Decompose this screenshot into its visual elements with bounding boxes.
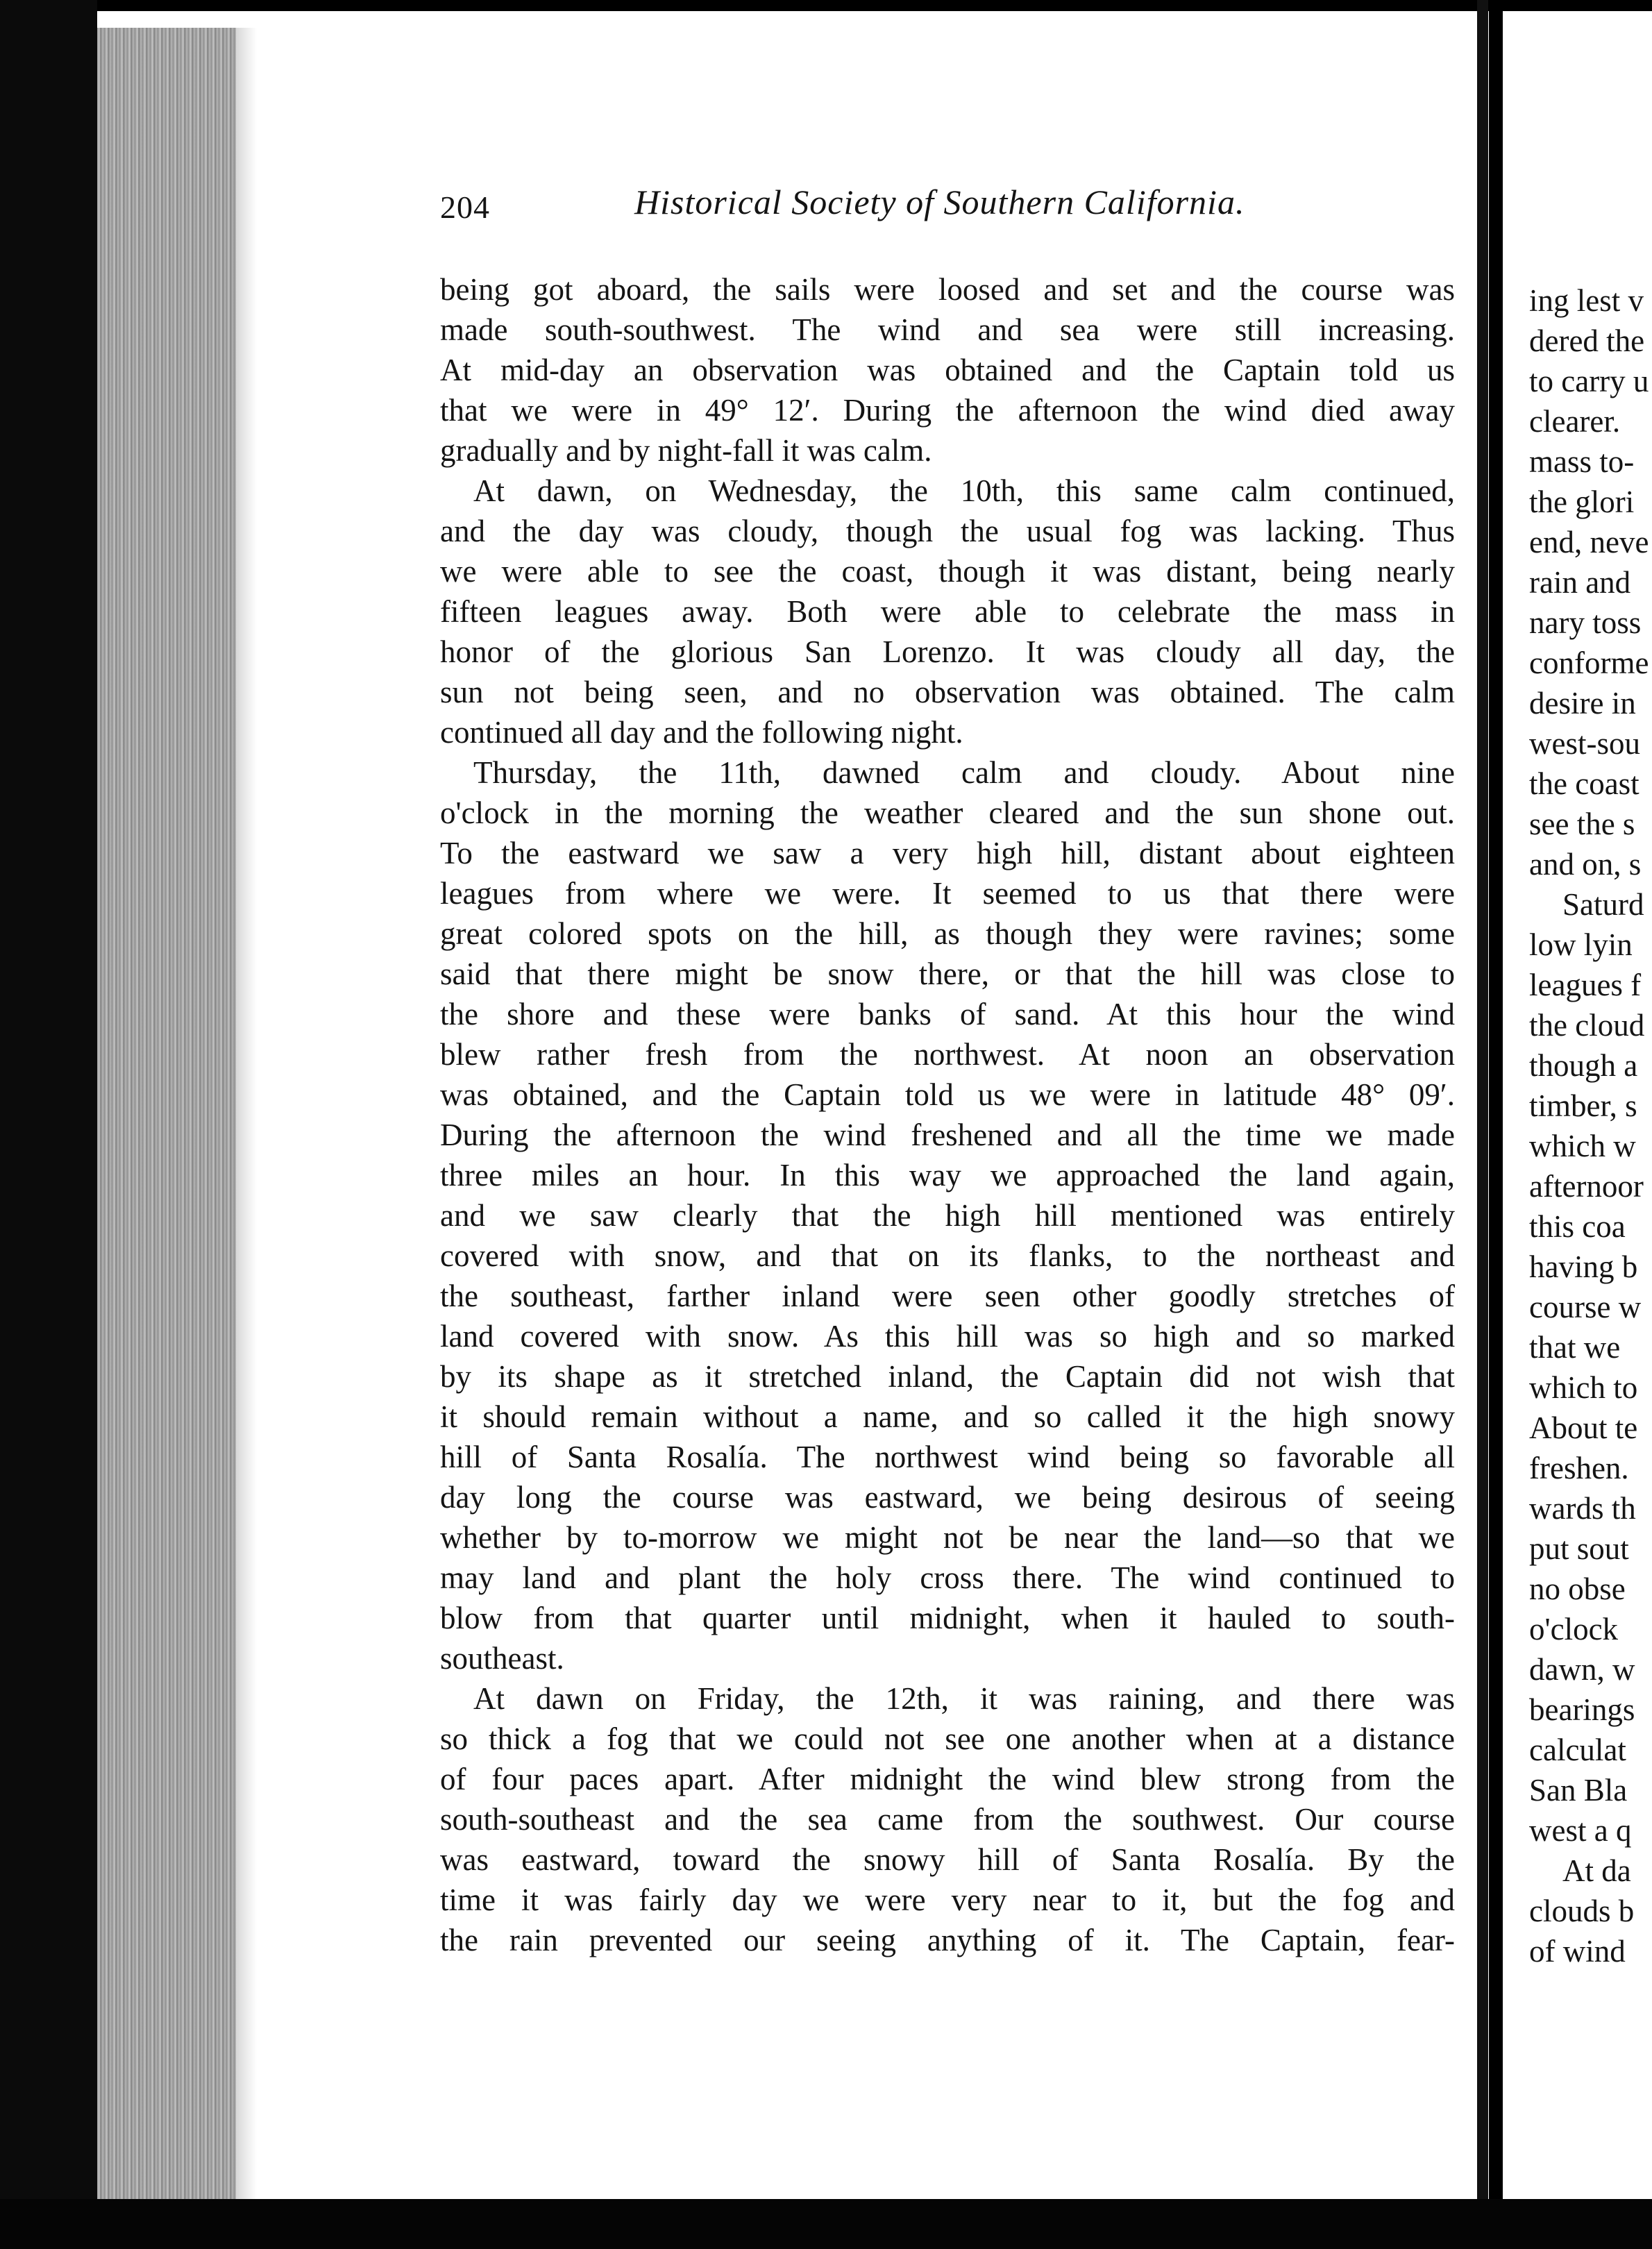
text-line: gradually and by night-fall it was calm. [440,433,932,468]
text-line: time it was fairly day we were very near to it, but the fog and [440,1882,1455,1917]
text-line: said that there might be snow there, or that the hill was close to [440,957,1455,991]
running-header [440,182,1273,230]
facing-line: ing lest v [1529,283,1644,318]
facing-line: and on, s [1529,847,1642,882]
text-line: To the eastward we saw a very high hill, distant about eighteen [440,836,1455,870]
text-line: continued all day and the following night. [440,715,963,750]
facing-line: clouds b [1529,1894,1635,1928]
text-line: by its shape as it stretched inland, the Captain did not wish that [440,1359,1455,1394]
text-line: three miles an hour. In this way we approached the land again, [440,1158,1455,1193]
facing-line: leagues f [1529,968,1642,1002]
text-line: was obtained, and the Captain told us we were in latitude 48° 09′. [440,1077,1455,1112]
book-page-edge [97,28,239,2200]
facing-line: afternoor [1529,1169,1644,1204]
text-line: and the day was cloudy, though the usual fog was lacking. Thus [440,514,1455,548]
facing-line: end, neve [1529,525,1649,559]
facing-line: that we [1529,1330,1621,1365]
text-line: the southeast, farther inland were seen other goodly stretches of [440,1279,1455,1313]
facing-line: west-sou [1529,726,1640,761]
text-line: At dawn, on Wednesday, the 10th, this same calm continued, [473,473,1455,508]
facing-line: though a [1529,1048,1638,1083]
facing-line: San Bla [1529,1773,1628,1808]
text-line: great colored spots on the hill, as though they were ravines; some [440,916,1455,951]
facing-line: conforme [1529,646,1649,680]
text-line: At mid-day an observation was obtained and the Captain told us [440,353,1455,387]
facing-line: this coa [1529,1209,1626,1244]
text-line: that we were in 49° 12′. During the afternoon the wind died away [440,393,1455,428]
scan-border-top [0,0,1652,11]
text-line: day long the course was eastward, we being desirous of seeing [440,1480,1455,1515]
text-line: and we saw clearly that the high hill mentioned was entirely [440,1198,1455,1233]
text-line: south-southeast and the sea came from the southwest. Our course [440,1802,1455,1837]
facing-line: mass to- [1529,444,1635,479]
page-gutter [1477,0,1488,2207]
text-line: covered with snow, and that on its flanks, to the northeast and [440,1238,1455,1273]
right-page [1503,11,1652,2199]
text-line: may land and plant the holy cross there. The wind continued to [440,1560,1455,1595]
facing-line: dawn, w [1529,1652,1635,1687]
text-line: southeast. [440,1641,564,1676]
facing-line: About te [1529,1410,1638,1445]
facing-line: put sout [1529,1531,1629,1566]
facing-line: which w [1529,1129,1636,1163]
text-line: hill of Santa Rosalía. The northwest wind being so favorable all [440,1440,1455,1474]
text-line: so thick a fog that we could not see one another when at a distance [440,1721,1455,1756]
text-line: At dawn on Friday, the 12th, it was raining, and there was [473,1681,1455,1716]
page-edge-shadow [236,28,257,2200]
running-title: Historical Society of Southern California. [634,183,1245,221]
text-line: fifteen leagues away. Both were able to celebrate the mass in [440,594,1455,629]
facing-line: nary toss [1529,605,1642,640]
body-text [440,269,1455,1960]
facing-line: clearer. [1529,404,1621,439]
text-line: of four paces apart. After midnight the wind blew strong from the [440,1762,1455,1796]
text-line: sun not being seen, and no observation was obtained. The calm [440,675,1455,709]
text-line: During the afternoon the wind freshened and all the time we made [440,1118,1455,1152]
facing-line: of wind [1529,1934,1626,1969]
facing-line: dered the [1529,323,1645,358]
facing-line: calculat [1529,1733,1626,1767]
facing-line: desire in [1529,686,1636,721]
scan-border-left [0,0,97,2249]
facing-text [1529,280,1652,1971]
text-line: made south-southwest. The wind and sea were still increasing. [440,312,1455,347]
scan-border-bottom [0,2199,1652,2249]
facing-line: see the s [1529,807,1635,841]
facing-line: course w [1529,1290,1642,1324]
text-line: leagues from where we were. It seemed to us that there were [440,876,1455,911]
facing-line: the glori [1529,485,1635,519]
facing-line: the coast [1529,766,1640,801]
facing-line: freshen. [1529,1451,1629,1485]
text-line: honor of the glorious San Lorenzo. It was cloudy all day, the [440,634,1455,669]
facing-line: to carry u [1529,364,1649,398]
scan-divider [1489,0,1503,2249]
facing-line: no obse [1529,1572,1626,1606]
text-line: Thursday, the 11th, dawned calm and cloudy. About nine [473,755,1455,790]
facing-line: At da [1562,1853,1631,1888]
facing-line: which to [1529,1370,1638,1405]
facing-line: west a q [1529,1813,1632,1848]
text-line: was eastward, toward the snowy hill of Santa Rosalía. By the [440,1842,1455,1877]
page-number: 204 [440,189,490,225]
facing-line: bearings [1529,1692,1635,1727]
text-line: being got aboard, the sails were loosed and set and the course was [440,272,1455,307]
text-line: o'clock in the morning the weather cleared and the sun shone out. [440,795,1455,830]
text-line: whether by to-morrow we might not be near the land—so that we [440,1520,1455,1555]
text-line: land covered with snow. As this hill was so high and so marked [440,1319,1455,1354]
facing-line: low lyin [1529,927,1633,962]
facing-line: o'clock [1529,1612,1619,1646]
facing-line: Saturd [1562,887,1644,922]
text-line: the shore and these were banks of sand. At this hour the wind [440,997,1455,1031]
facing-line: timber, s [1529,1088,1637,1123]
facing-line: the cloud [1529,1008,1645,1043]
text-line: it should remain without a name, and so called it the high snowy [440,1399,1455,1434]
facing-line: wards th [1529,1491,1636,1526]
text-line: blew rather fresh from the northwest. At noon an observation [440,1037,1455,1072]
text-line: the rain prevented our seeing anything of it. The Captain, fear- [440,1923,1455,1957]
facing-line: having b [1529,1249,1638,1284]
facing-line: rain and [1529,565,1631,600]
text-line: we were able to see the coast, though it was distant, being nearly [440,554,1455,589]
text-line: blow from that quarter until midnight, when it hauled to south- [440,1601,1455,1635]
